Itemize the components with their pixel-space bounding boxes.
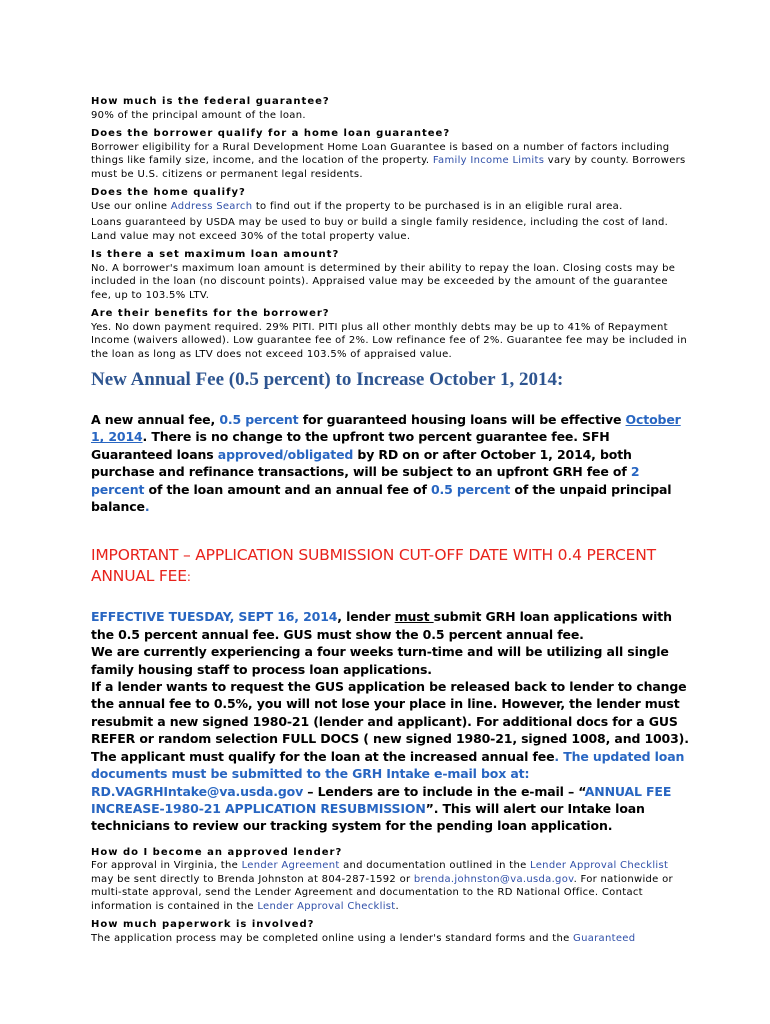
notice-text: If a lender wants to request the GUS application be released back to lender to change the annual fee to 0.5%, you will not lose your place in line. However, the lender must resubmit a new signed 1980-21 (lender and applicant). For additional docs for a GUS REFER or random selection FULL DOCS ( new signed 1980-21, signed 1008, and 1003). The applicant must qualify for the loan at the increased annual fee (91, 679, 689, 764)
answer-text: vary by county. Borrowers must be U.S. citizens or permanent legal residents. (91, 155, 686, 180)
answer-text: to find out if the property to be purchased is in an eligible rural area. (252, 200, 623, 212)
faq-item (91, 846, 691, 914)
faq-item (91, 95, 691, 122)
faq-question: Does the borrower qualify for a home loan guarantee? (91, 128, 451, 139)
answer-text: . (395, 900, 400, 912)
answer-text: Borrower eligibility for a Rural Development Home Loan Guarantee is based on a number of factors including things like family size, income, and the location of the property. (91, 141, 670, 166)
faq-answer: Yes. No down payment required. 29% PITI. PITI plus all other monthly debts may be up to 41% of Repayment Income (waivers allowed). Low guarantee fee of 2%. Low refinance fee of 2%. Guarantee fee may be included in the loan as long as LTV does not exceed 103.5% of appraised value. (91, 321, 687, 360)
highlight-text: 0.5 percent (430, 481, 511, 497)
answer-text: may be sent directly to Brenda Johnston at 804-287-1592 or (91, 873, 414, 885)
highlight-text: 0.5 percent (219, 412, 299, 427)
important-heading (91, 545, 691, 588)
document-page (91, 95, 691, 950)
notice-line (91, 608, 691, 643)
faq-item (91, 307, 691, 361)
para-text: of the unpaid principal balance (91, 481, 672, 515)
faq-item (91, 918, 691, 945)
notice-line: We are currently experiencing a four weeks turn-time and will be utilizing all single family housing staff to process loan applications. (91, 644, 669, 677)
answer-text: For approval in Virginia, the (91, 860, 242, 872)
faq-question: How much paperwork is involved? (91, 919, 315, 931)
notice-text: . The updated loan documents must be submitted to the GRH Intake e-mail box at (91, 748, 685, 782)
lender-agreement-link[interactable]: Lender Agreement (241, 860, 340, 872)
answer-text: and documentation outlined in the (339, 860, 531, 872)
address-search-link[interactable]: Address Search (170, 200, 253, 212)
email-subject-text: ANNUAL FEE INCREASE-1980-21 APPLICATION RESUBMISSION (91, 783, 672, 816)
annual-fee-paragraph (91, 411, 691, 515)
must-text: must (394, 609, 434, 625)
faq-question: Does the home qualify? (91, 187, 246, 198)
annual-fee-heading: New Annual Fee (0.5 percent) to Increase October 1, 2014: (91, 369, 564, 390)
intake-email-link[interactable]: : RD.VAGRHIntake@va.usda.gov (91, 766, 530, 799)
lender-approval-checklist-link[interactable]: Lender Approval Checklist (257, 900, 396, 912)
para-text: by RD on or after October 1, 2014, both purchase and refinance transactions, will be subject to an upfront GRH fee of (91, 446, 632, 480)
highlight-text: . (144, 499, 150, 515)
faq-answer (91, 200, 691, 214)
effective-date-text: EFFECTIVE TUESDAY, SEPT 16, 2014 (91, 609, 338, 625)
para-text: for guaranteed housing loans will be effective (298, 412, 626, 427)
faq-answer: No. A borrower's maximum loan amount is determined by their ability to repay the loan. Closing costs may be included in the loan (no discount points). Appraised value may be exceeded by the amount of the guarantee fee, up to 103.5% LTV. (91, 262, 676, 301)
faq-question: Is there a set maximum loan amount? (91, 249, 340, 260)
faq-question: How much is the federal guarantee? (91, 96, 330, 107)
faq-answer (91, 932, 691, 946)
family-income-limits-link[interactable]: Family Income Limits (432, 155, 545, 166)
answer-text: The application process may be completed online using a lender's standard forms and the (91, 932, 574, 944)
faq-item (91, 186, 691, 243)
highlight-text: 2 percent (91, 464, 640, 497)
guaranteed-link[interactable]: Guaranteed (573, 932, 636, 944)
para-text: of the loan amount and an annual fee of (144, 481, 431, 497)
faq-item (91, 248, 691, 302)
para-text: . There is no change to the upfront two percent guarantee fee. SFH Guaranteed loans (91, 429, 610, 462)
notice-text: – Lenders are to include in the e-mail – “ (303, 783, 585, 799)
highlight-text: approved/obligated (217, 446, 354, 462)
faq-question: How do I become an approved lender? (91, 846, 343, 858)
effective-date-link[interactable]: October 1, 2014 (91, 412, 681, 445)
faq-answer (91, 859, 691, 913)
faq-answer: Loans guaranteed by USDA may be used to buy or build a single family residence, including the cost of land. Land value may not exceed 30% of the total property value. (91, 217, 669, 242)
faq-item (91, 127, 691, 181)
important-colon: : (186, 570, 191, 585)
notice-line (91, 678, 691, 835)
lender-approval-checklist-link[interactable]: Lender Approval Checklist (530, 860, 669, 872)
notice-text: ”. This will alert our Intake loan technicians to review our tracking system for the pending loan application. (91, 800, 645, 834)
answer-text: . For nationwide or multi-state approval, send the Lender Agreement and documentation to the RD National Office. Contact information is contained in the (91, 873, 673, 912)
email-link[interactable]: brenda.johnston@va.usda.gov (413, 873, 574, 885)
faq-answer (91, 141, 691, 182)
faq-question: Are their benefits for the borrower? (91, 308, 330, 319)
notice-text: submit GRH loan applications with the 0.5 percent annual fee. GUS must show the 0.5 percent annual fee. (91, 609, 672, 642)
notice-text: , lender (337, 609, 395, 625)
important-title: IMPORTANT – APPLICATION SUBMISSION CUT-OFF DATE WITH 0.4 PERCENT ANNUAL FEE (91, 546, 656, 586)
answer-text: Use our online (91, 200, 171, 212)
notice-paragraph (91, 608, 691, 834)
para-text: A new annual fee, (91, 412, 220, 427)
faq-answer: 90% of the principal amount of the loan. (91, 109, 306, 121)
